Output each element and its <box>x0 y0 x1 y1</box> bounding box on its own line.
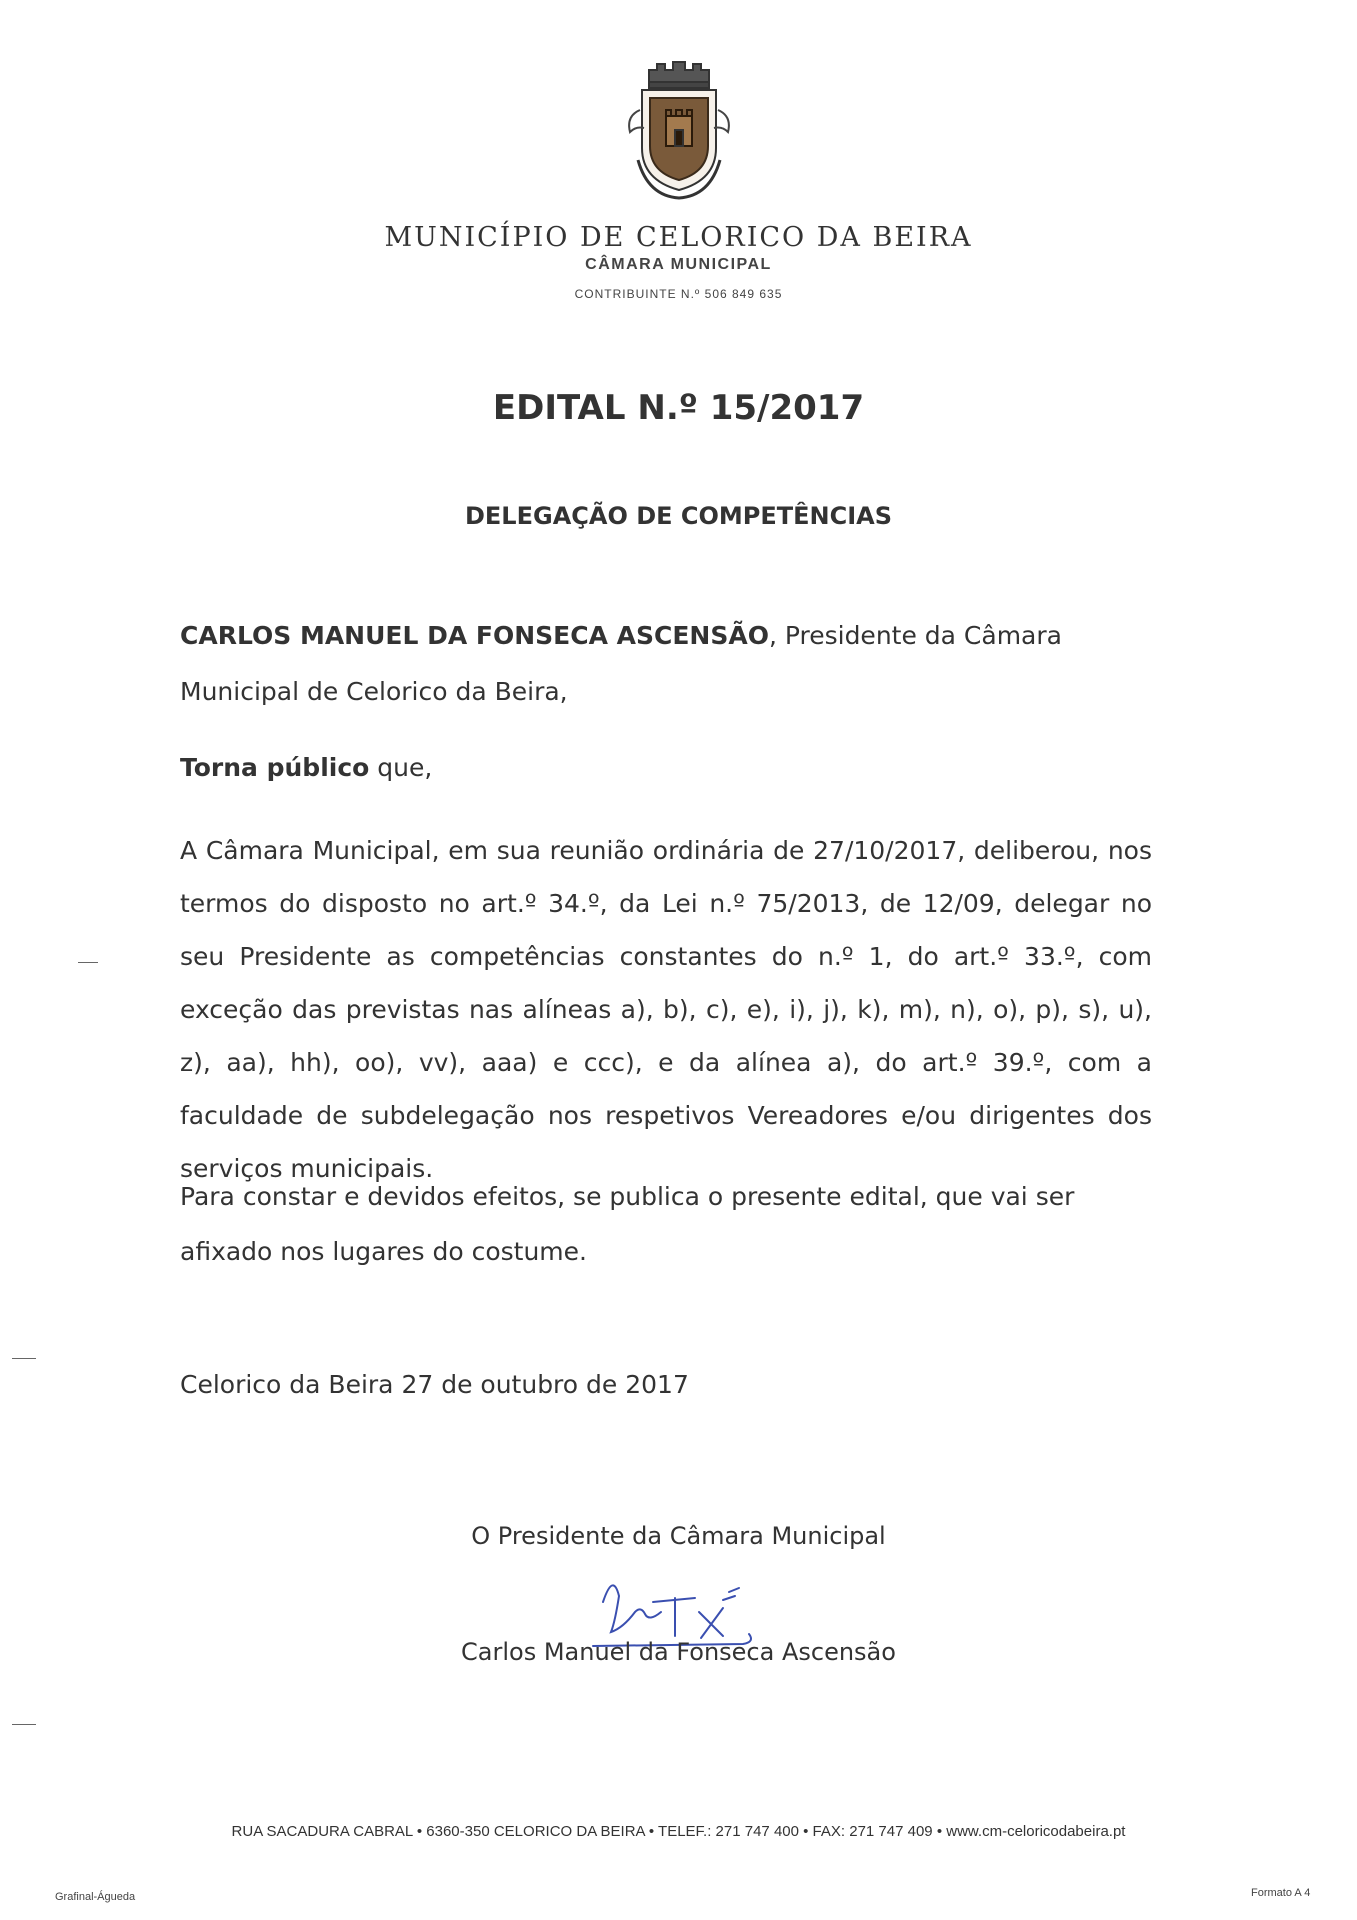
municipality-name: MUNICÍPIO DE CELORICO DA BEIRA <box>384 222 973 253</box>
closing-paragraph: Para constar e devidos efeitos, se publica o presente edital, que vai ser afixado nos lugares do costume. <box>180 1182 1075 1266</box>
margin-mark <box>78 962 98 963</box>
announcement-rest: que, <box>369 753 433 782</box>
place-date: Celorico da Beira 27 de outubro de 2017 <box>180 1370 689 1399</box>
document-subtitle: DELEGAÇÃO DE COMPETÊNCIAS <box>464 502 893 530</box>
printer-credit: Grafinal-Águeda <box>55 1891 136 1903</box>
council-name: CÂMARA MUNICIPAL <box>585 256 772 273</box>
document-title: EDITAL N.º 15/2017 <box>492 388 865 428</box>
signatory-role: O Presidente da Câmara Municipal <box>471 1522 886 1550</box>
margin-mark <box>12 1358 36 1359</box>
tax-id: CONTRIBUINTE N.º 506 849 635 <box>574 287 783 301</box>
footer-address: RUA SACADURA CABRAL • 6360-350 CELORICO DA BEIRA • TELEF.: 271 747 400 • FAX: 271 747 409 • www.cm-celoricodabeira.pt <box>231 1823 1126 1840</box>
municipal-crest-icon <box>604 56 754 206</box>
margin-mark <box>12 1724 36 1725</box>
announcement-bold: Torna público <box>180 753 370 782</box>
signatory-name: Carlos Manuel da Fonseca Ascensão <box>461 1638 896 1666</box>
opening-rest: , Presidente da Câmara Municipal de Celorico da Beira, <box>180 621 1062 706</box>
opening-paragraph <box>180 608 1152 720</box>
president-name: CARLOS MANUEL DA FONSECA ASCENSÃO <box>180 621 769 650</box>
announcement-paragraph <box>180 750 1152 786</box>
body-paragraph: A Câmara Municipal, em sua reunião ordinária de 27/10/2017, deliberou, nos termos do disposto no art.º 34.º, da Lei n.º 75/2013, de 12/09, delegar no seu Presidente as competências constantes do n.º 1, do art.º 33.º, com exceção das previstas nas alíneas a), b), c), e), i), j), k), m), n), o), p), s), u), z), aa), hh), oo), vv), aaa) e ccc), e da alínea a), do art.º 39.º, com a faculdade de subdelegação nos respetivos Vereadores e/ou dirigentes dos serviços municipais. <box>180 836 1152 1183</box>
paper-format: Formato A 4 <box>1251 1887 1311 1899</box>
